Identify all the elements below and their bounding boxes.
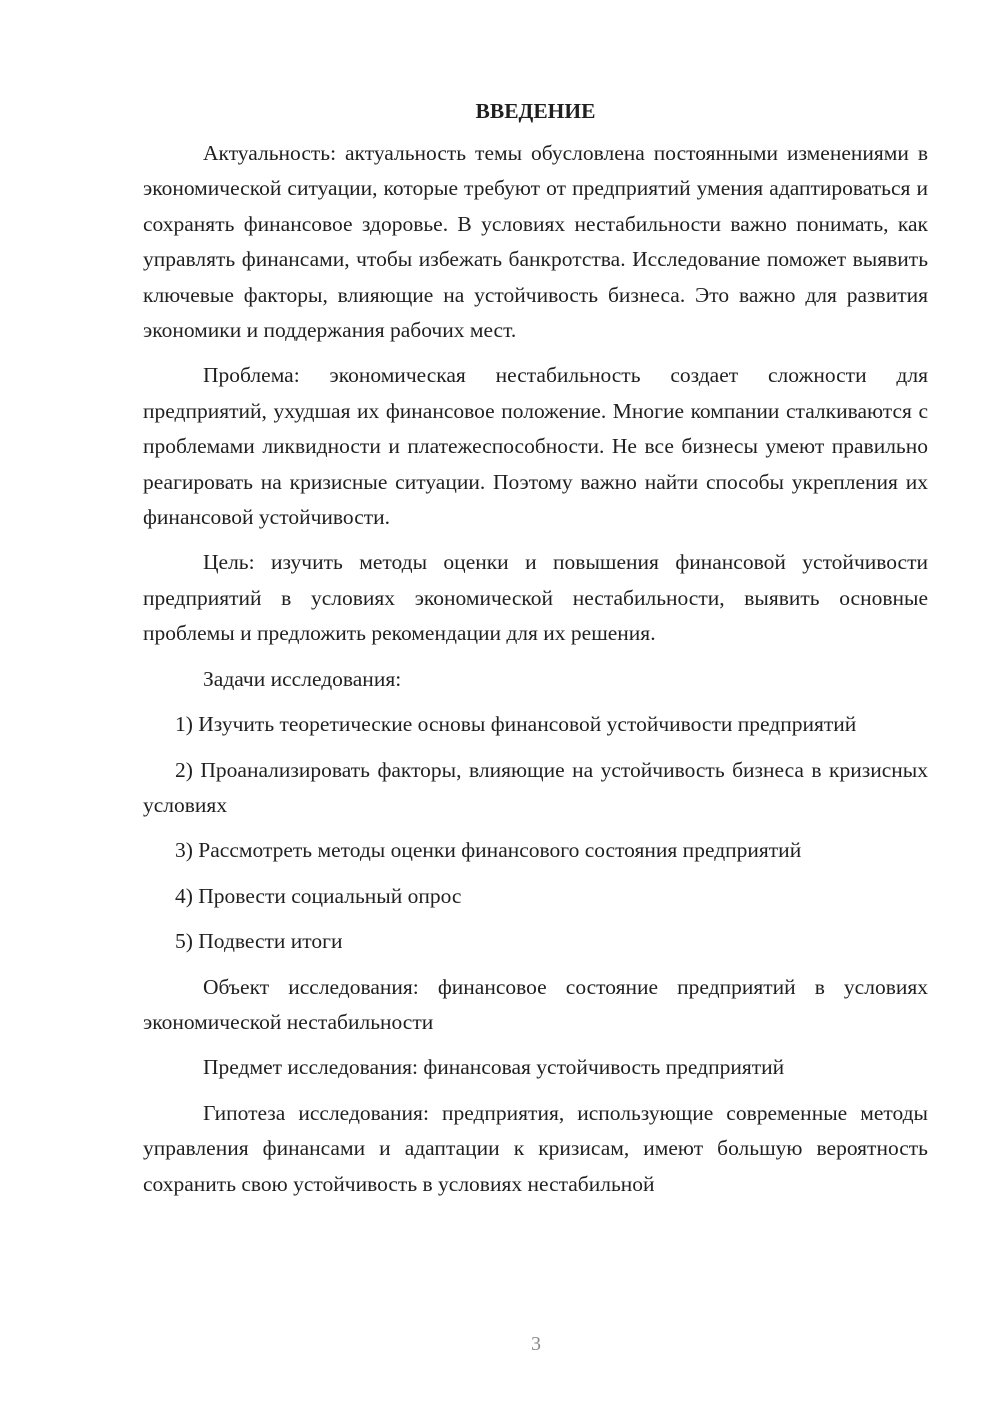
paragraph-goal: Цель: изучить методы оценки и повышения финансовой устойчивости предприятий в условиях экономической нестабильности, выявить основные проблемы и предложить рекомендации для их решения. [143,550,928,646]
page-number: 3 [531,1333,541,1355]
paragraph-problem: Проблема: экономическая нестабильность создает сложности для предприятий, ухудшая их финансовое положение. Многие компании сталкиваются с проблемами ликвидности и платежеспособности. Не все бизнесы умеют правильно реагировать на кризисные ситуации. Поэтому важно найти способы укрепления их финансовой устойчивости. [143,363,928,530]
task-item-1: 1) Изучить теоретические основы финансовой устойчивости предприятий [175,712,857,737]
paragraph-subject: Предмет исследования: финансовая устойчивость предприятий [203,1055,785,1080]
task-item-2: 2) Проанализировать факторы, влияющие на устойчивость бизнеса в кризисных условиях [143,757,928,817]
tasks-intro: Задачи исследования: [203,666,402,691]
task-item-3: 3) Рассмотреть методы оценки финансового состояния предприятий [175,838,802,863]
paragraph-object: Объект исследования: финансовое состояние предприятий в условиях экономической нестабильности [143,974,928,1034]
task-item-4: 4) Провести социальный опрос [175,883,462,908]
paragraph-relevance: Актуальность: актуальность темы обусловлена постоянными изменениями в экономической ситуации, которые требуют от предприятий умения адаптироваться и сохранять финансовое здоровье. В условиях нестабильности важно понимать, как управлять финансами, чтобы избежать банкротства. Исследование поможет выявить ключевые факторы, влияющие на устойчивость бизнеса. Это важно для развития экономики и поддержания рабочих мест. [143,141,928,343]
paragraph-hypothesis: Гипотеза исследования: предприятия, использующие современные методы управления финансами и адаптации к кризисам, имеют большую вероятность сохранить свою устойчивость в условиях нестабильной [143,1100,928,1196]
page-content [143,96,928,1212]
task-item-5: 5) Подвести итоги [175,929,343,954]
section-heading: ВВЕДЕНИЕ [475,99,596,123]
